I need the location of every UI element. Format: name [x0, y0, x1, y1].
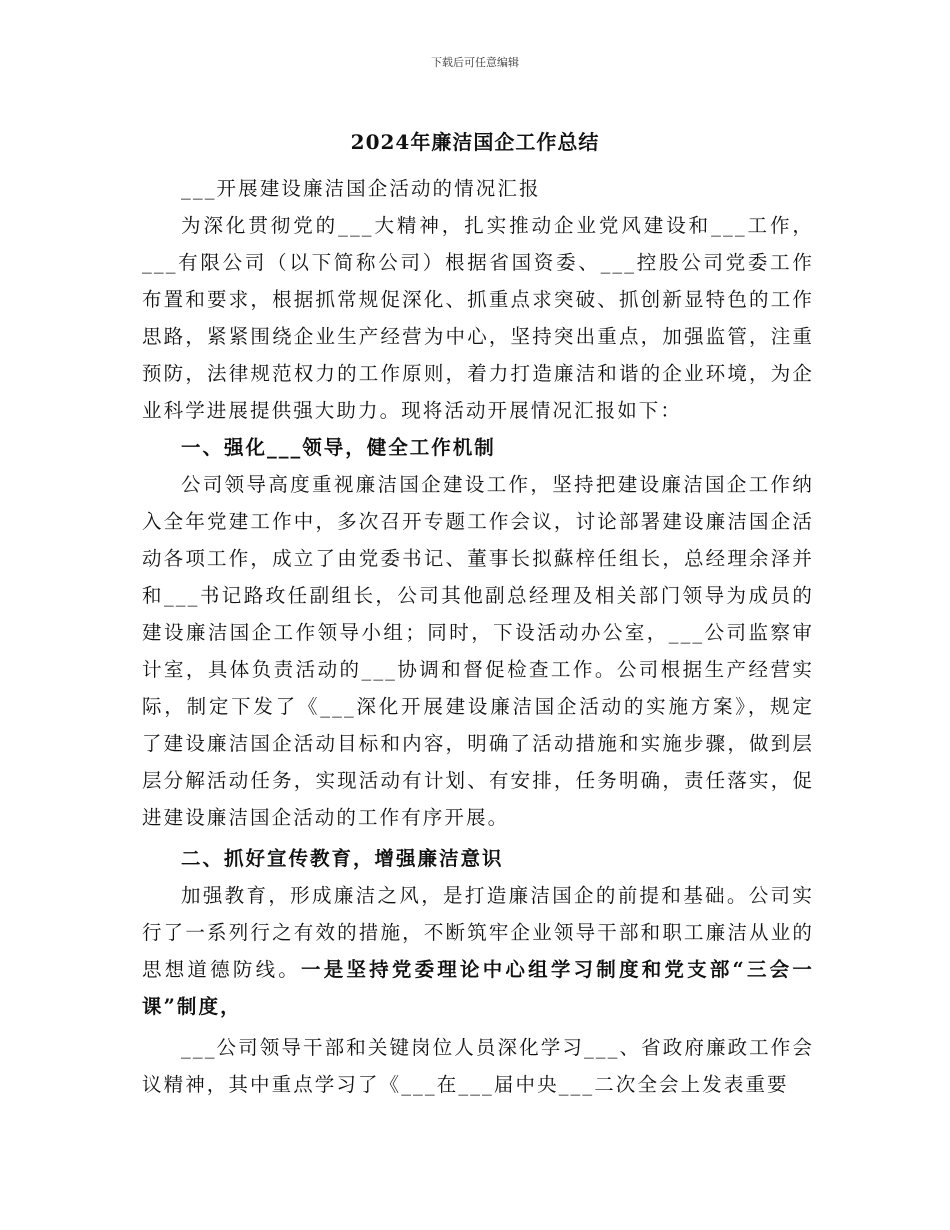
page-header: 下载后可任意编辑	[431, 56, 519, 69]
paragraph-3-bold: 一是坚持党委理论中心组学习制度和党支部“三会一课”制度，	[142, 958, 814, 1018]
paragraph-1: 为深化贯彻党的___大精神，扎实推动企业党风建设和___工作，___有限公司（以下简称公司）根据省国资委、___控股公司党委工作布置和要求，根据抓常规促深化、抓重点求突破、抓创新显特色的工作思路，紧紧围绕企业生产经营为中心，坚持突出重点，加强监管，注重预防，法律规范权力的工作原则，着力打造廉洁和谐的企业环境，为企业科学进展提供强大助力。现将活动开展情况汇报如下：	[142, 214, 814, 422]
paragraph-4: ___公司领导干部和关键岗位人员深化学习___、省政府廉政工作会议精神，其中重点学习了《___在___届中央___二次全会上发表重要	[142, 1036, 814, 1096]
section-2-heading: 二、抓好宣传教育，增强廉洁意识	[181, 847, 504, 870]
paragraph-3-text: 加强教育，形成廉洁之风，是打造廉洁国企的前提和基础。公司实行了一系列行之有效的措施，不断筑牢企业领导干部和职工廉洁从业的思想道德防线。	[142, 884, 814, 981]
document-body	[142, 170, 814, 1103]
document-title: 2024年廉洁国企工作总结	[350, 130, 600, 154]
intro-line: ___开展建设廉洁国企活动的情况汇报	[181, 177, 541, 200]
paragraph-2: 公司领导高度重视廉洁国企建设工作，坚持把建设廉洁国企工作纳入全年党建工作中，多次召开专题工作会议，讨论部署建设廉洁国企活动各项工作，成立了由党委书记、董事长拟蘇梓任组长，总经理余泽并和___书记路玫任副组长，公司其他副总经理及相关部门领导为成员的建设廉洁国企工作领导小组；同时，下设活动办公室，___公司监察审计室，具体负责活动的___协调和督促检查工作。公司根据生产经营实际，制定下发了《___深化开展建设廉洁国企活动的实施方案》，规定了建设廉洁国企活动目标和内容，明确了活动措施和实施步骤，做到层层分解活动任务，实现活动有计划、有安排，任务明确，责任落实，促进建设廉洁国企活动的工作有序开展。	[142, 473, 814, 829]
paragraph-3	[142, 877, 814, 1025]
section-1-heading: 一、强化___领导，健全工作机制	[181, 436, 496, 459]
